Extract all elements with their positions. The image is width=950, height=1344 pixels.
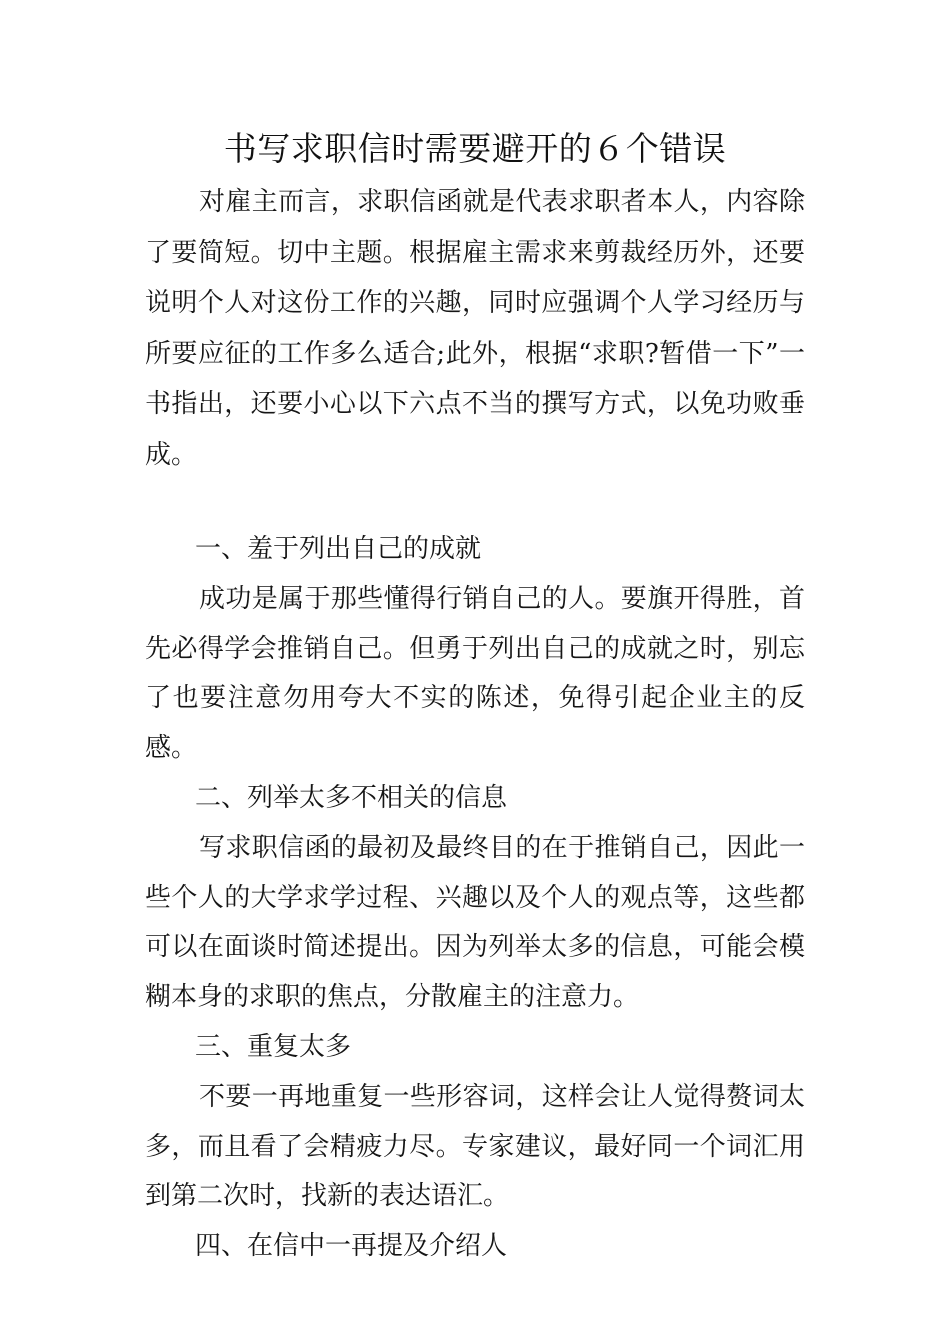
intro-paragraph (145, 177, 805, 480)
section-heading-3: 三、重复太多 (195, 1031, 352, 1062)
intro-text: 对雇主而言，求职信函就是代表求职者本人，内容除了要简短。切中主题。根据雇主需求来剪裁经历外，还要说明个人对这份工作的兴趣，同时应强调个人学习经历与所要应征的工作多么适合;此外，根据“求职?暂借一下”一书指出，还要小心以下六点不当的撰写方式，以免功败垂成。 (145, 187, 805, 470)
section-body-2: 写求职信函的最初及最终目的在于推销自己，因此一些个人的大学求学过程、兴趣以及个人的观点等，这些都可以在面谈时简述提出。因为列举太多的信息，可能会模糊本身的求职的焦点，分散雇主的注意力。 (145, 832, 805, 1013)
section-heading-2: 二、列举太多不相关的信息 (195, 782, 508, 813)
section-body-3: 不要一再地重复一些形容词，这样会让人觉得赘词太多，而且看了会精疲力尽。专家建议，最好同一个词汇用到第二次时，找新的表达语汇。 (145, 1081, 805, 1212)
section-heading-4: 四、在信中一再提及介绍人 (195, 1231, 508, 1262)
sections-container (145, 525, 805, 1272)
section-heading-1: 一、羞于列出自己的成就 (195, 534, 482, 564)
section-body-1: 成功是属于那些懂得行销自己的人。要旗开得胜，首先必得学会推销自己。但勇于列出自己的成就之时，别忘了也要注意勿用夸大不实的陈述，免得引起企业主的反感。 (145, 583, 805, 764)
document-title: 书写求职信时需要避开的６个错误 (223, 129, 727, 168)
